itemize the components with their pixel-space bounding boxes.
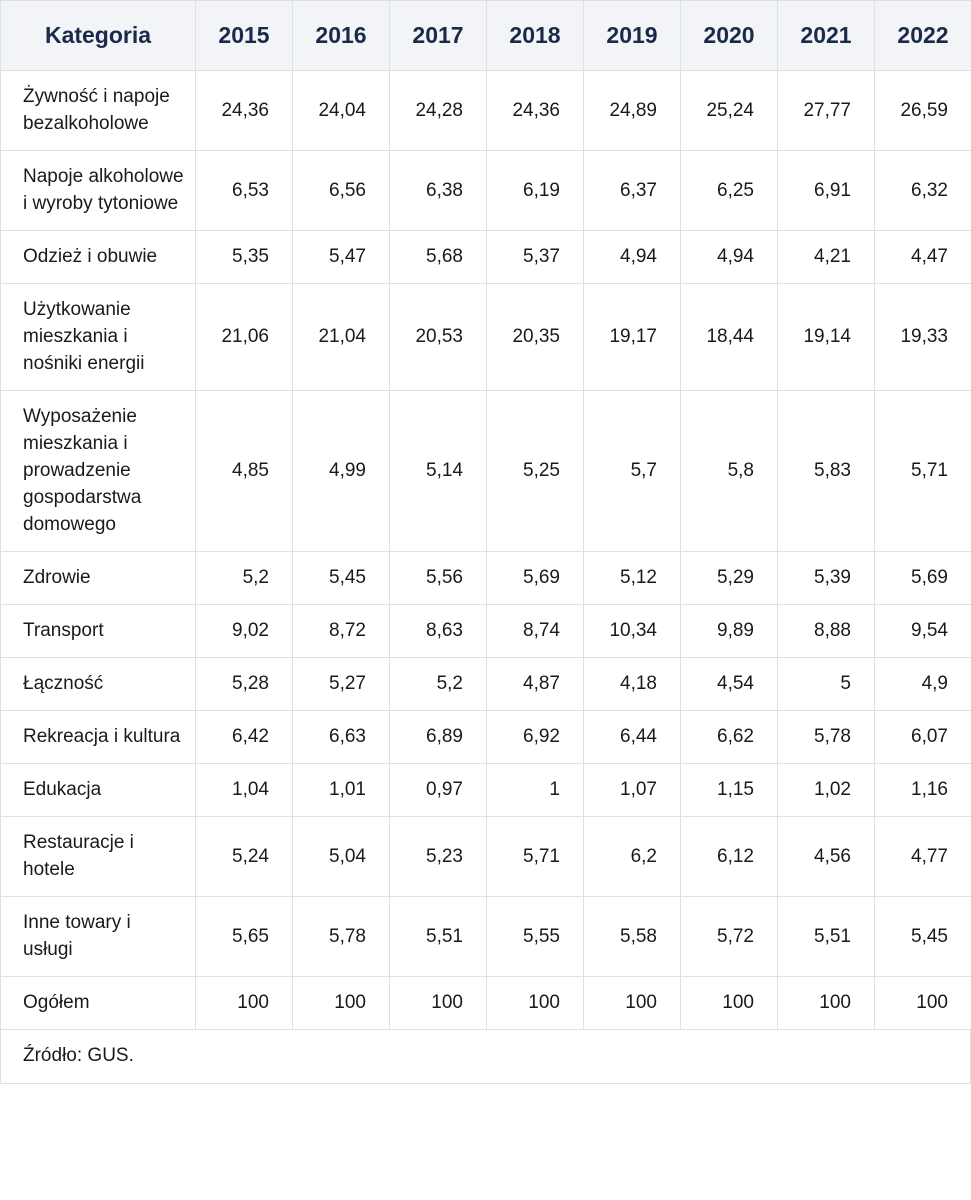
value-cell: 6,53 [196,151,293,231]
value-cell: 5,8 [681,391,778,552]
value-cell: 5,71 [875,391,971,552]
value-cell: 6,42 [196,711,293,764]
category-cell: Ogółem [1,977,196,1030]
table-header [1,1,971,71]
value-cell: 4,54 [681,658,778,711]
value-cell: 5,56 [390,552,487,605]
value-cell: 5,51 [390,897,487,977]
value-cell: 18,44 [681,284,778,391]
value-cell: 5,04 [293,817,390,897]
category-cell: Edukacja [1,764,196,817]
value-cell: 4,21 [778,231,875,284]
value-cell: 4,94 [681,231,778,284]
value-cell: 5,83 [778,391,875,552]
value-cell: 6,37 [584,151,681,231]
value-cell: 24,28 [390,71,487,151]
value-cell: 5,39 [778,552,875,605]
value-cell: 100 [681,977,778,1030]
value-cell: 4,85 [196,391,293,552]
value-cell: 5,2 [390,658,487,711]
category-cell: Wyposażenie mieszkania i prowadzenie gospodarstwa domowego [1,391,196,552]
value-cell: 6,12 [681,817,778,897]
value-cell: 24,36 [196,71,293,151]
value-cell: 5,55 [487,897,584,977]
value-cell: 5,24 [196,817,293,897]
value-cell: 4,77 [875,817,971,897]
table-row [1,552,971,605]
value-cell: 9,54 [875,605,971,658]
value-cell: 6,56 [293,151,390,231]
value-cell: 5,68 [390,231,487,284]
header-cell-kategoria: Kategoria [1,1,196,71]
value-cell: 100 [875,977,971,1030]
category-cell: Odzież i obuwie [1,231,196,284]
table-row [1,284,971,391]
value-cell: 5,29 [681,552,778,605]
value-cell: 25,24 [681,71,778,151]
category-cell: Transport [1,605,196,658]
value-cell: 24,89 [584,71,681,151]
value-cell: 4,99 [293,391,390,552]
value-cell: 26,59 [875,71,971,151]
value-cell: 5,2 [196,552,293,605]
table-row [1,817,971,897]
table-row [1,711,971,764]
value-cell: 100 [293,977,390,1030]
value-cell: 5,23 [390,817,487,897]
value-cell: 5,69 [875,552,971,605]
value-cell: 5 [778,658,875,711]
table-row [1,71,971,151]
category-cell: Zdrowie [1,552,196,605]
value-cell: 21,04 [293,284,390,391]
table-body [1,71,971,1030]
header-cell-year: 2015 [196,1,293,71]
table-row [1,151,971,231]
value-cell: 10,34 [584,605,681,658]
value-cell: 19,14 [778,284,875,391]
value-cell: 5,7 [584,391,681,552]
value-cell: 5,25 [487,391,584,552]
value-cell: 6,44 [584,711,681,764]
header-cell-year: 2021 [778,1,875,71]
category-cell: Rekreacja i kultura [1,711,196,764]
value-cell: 1,04 [196,764,293,817]
table-row [1,605,971,658]
value-cell: 100 [487,977,584,1030]
table-row [1,764,971,817]
value-cell: 27,77 [778,71,875,151]
value-cell: 4,9 [875,658,971,711]
header-cell-year: 2017 [390,1,487,71]
value-cell: 6,38 [390,151,487,231]
value-cell: 6,19 [487,151,584,231]
value-cell: 4,47 [875,231,971,284]
value-cell: 20,35 [487,284,584,391]
value-cell: 1,15 [681,764,778,817]
value-cell: 6,91 [778,151,875,231]
header-cell-year: 2022 [875,1,971,71]
value-cell: 5,12 [584,552,681,605]
header-cell-year: 2016 [293,1,390,71]
value-cell: 8,88 [778,605,875,658]
value-cell: 5,71 [487,817,584,897]
value-cell: 6,32 [875,151,971,231]
value-cell: 5,78 [293,897,390,977]
category-cell: Inne towary i usługi [1,897,196,977]
value-cell: 5,78 [778,711,875,764]
value-cell: 0,97 [390,764,487,817]
value-cell: 1,02 [778,764,875,817]
source-note: Źródło: GUS. [0,1030,971,1084]
value-cell: 1,01 [293,764,390,817]
value-cell: 6,07 [875,711,971,764]
value-cell: 8,74 [487,605,584,658]
value-cell: 100 [584,977,681,1030]
value-cell: 8,63 [390,605,487,658]
value-cell: 20,53 [390,284,487,391]
category-cell: Restauracje i hotele [1,817,196,897]
value-cell: 4,87 [487,658,584,711]
table-row [1,658,971,711]
value-cell: 5,35 [196,231,293,284]
value-cell: 5,45 [875,897,971,977]
table-row [1,897,971,977]
value-cell: 4,56 [778,817,875,897]
value-cell: 5,28 [196,658,293,711]
header-cell-year: 2019 [584,1,681,71]
value-cell: 6,63 [293,711,390,764]
value-cell: 100 [778,977,875,1030]
table-row [1,231,971,284]
header-cell-year: 2020 [681,1,778,71]
value-cell: 6,92 [487,711,584,764]
value-cell: 6,2 [584,817,681,897]
value-cell: 5,69 [487,552,584,605]
table-row [1,977,971,1030]
value-cell: 5,14 [390,391,487,552]
category-cell: Łączność [1,658,196,711]
value-cell: 5,65 [196,897,293,977]
value-cell: 24,36 [487,71,584,151]
value-cell: 9,89 [681,605,778,658]
value-cell: 5,27 [293,658,390,711]
value-cell: 5,37 [487,231,584,284]
value-cell: 5,51 [778,897,875,977]
value-cell: 5,45 [293,552,390,605]
value-cell: 100 [196,977,293,1030]
value-cell: 100 [390,977,487,1030]
header-row [1,1,971,71]
value-cell: 6,25 [681,151,778,231]
value-cell: 21,06 [196,284,293,391]
value-cell: 8,72 [293,605,390,658]
value-cell: 5,47 [293,231,390,284]
value-cell: 6,62 [681,711,778,764]
header-cell-year: 2018 [487,1,584,71]
value-cell: 1,07 [584,764,681,817]
category-cell: Żywność i napoje bezalkoholowe [1,71,196,151]
value-cell: 1 [487,764,584,817]
value-cell: 9,02 [196,605,293,658]
table-row [1,391,971,552]
value-cell: 19,33 [875,284,971,391]
category-cell: Użytkowanie mieszkania i nośniki energii [1,284,196,391]
value-cell: 5,58 [584,897,681,977]
value-cell: 5,72 [681,897,778,977]
value-cell: 6,89 [390,711,487,764]
category-cell: Napoje alkoholowe i wyroby tytoniowe [1,151,196,231]
value-cell: 1,16 [875,764,971,817]
value-cell: 24,04 [293,71,390,151]
value-cell: 4,18 [584,658,681,711]
value-cell: 19,17 [584,284,681,391]
value-cell: 4,94 [584,231,681,284]
